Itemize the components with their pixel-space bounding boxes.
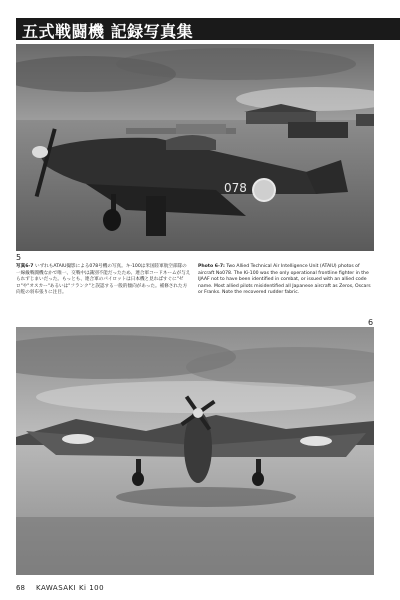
page-header [16,18,400,40]
caption-english [198,264,374,297]
caption-japanese [16,264,191,297]
aircraft-marking-078: 078 [224,181,247,195]
caption-japanese-label: 写真6-7 [16,264,34,269]
caption-japanese-text: いずれもATAIU撮影による078号機の写真。キ-100は米国陸軍航空部隊の一線級戦闘機なかで唯一、交戦中は識別不能だったため、連合軍コードネームが与えられずじまいだった。もっとも、連合軍のパイロットは日本機と見ればすぐに"ゼロ"や"オスカー"あるいは"フランク"と誤認する一般的傾向があった。補修された方向舵の羽布張りに注目。 [16,264,191,296]
photo-6-image [16,327,374,575]
page-title: 五式戦闘機 記録写真集 [22,22,194,41]
photo-6-ki100-front [16,327,374,575]
page-number: 68 [16,584,25,592]
photo-number-5: 5 [16,253,22,262]
caption-english-label: Photo 6-7: [198,264,225,269]
photo-number-6: 6 [368,318,374,327]
caption-english-text: Two Allied Technical Air Intelligence Unit (ATAIU) photos of aircraft No078. The Ki-100 was the only operational frontline fighter in the IJAAF not to have been identified in combat, or issued with an allied code name. Most allied pilots misidentified all Japanese aircraft as Zeros, Oscars or Franks. Note the recovered rudder fabric. [198,264,371,296]
footer-book-title: KAWASAKI Ki 100 [36,584,105,592]
photo-5-image [16,44,374,251]
photo-5-ki100-parked [16,44,374,251]
